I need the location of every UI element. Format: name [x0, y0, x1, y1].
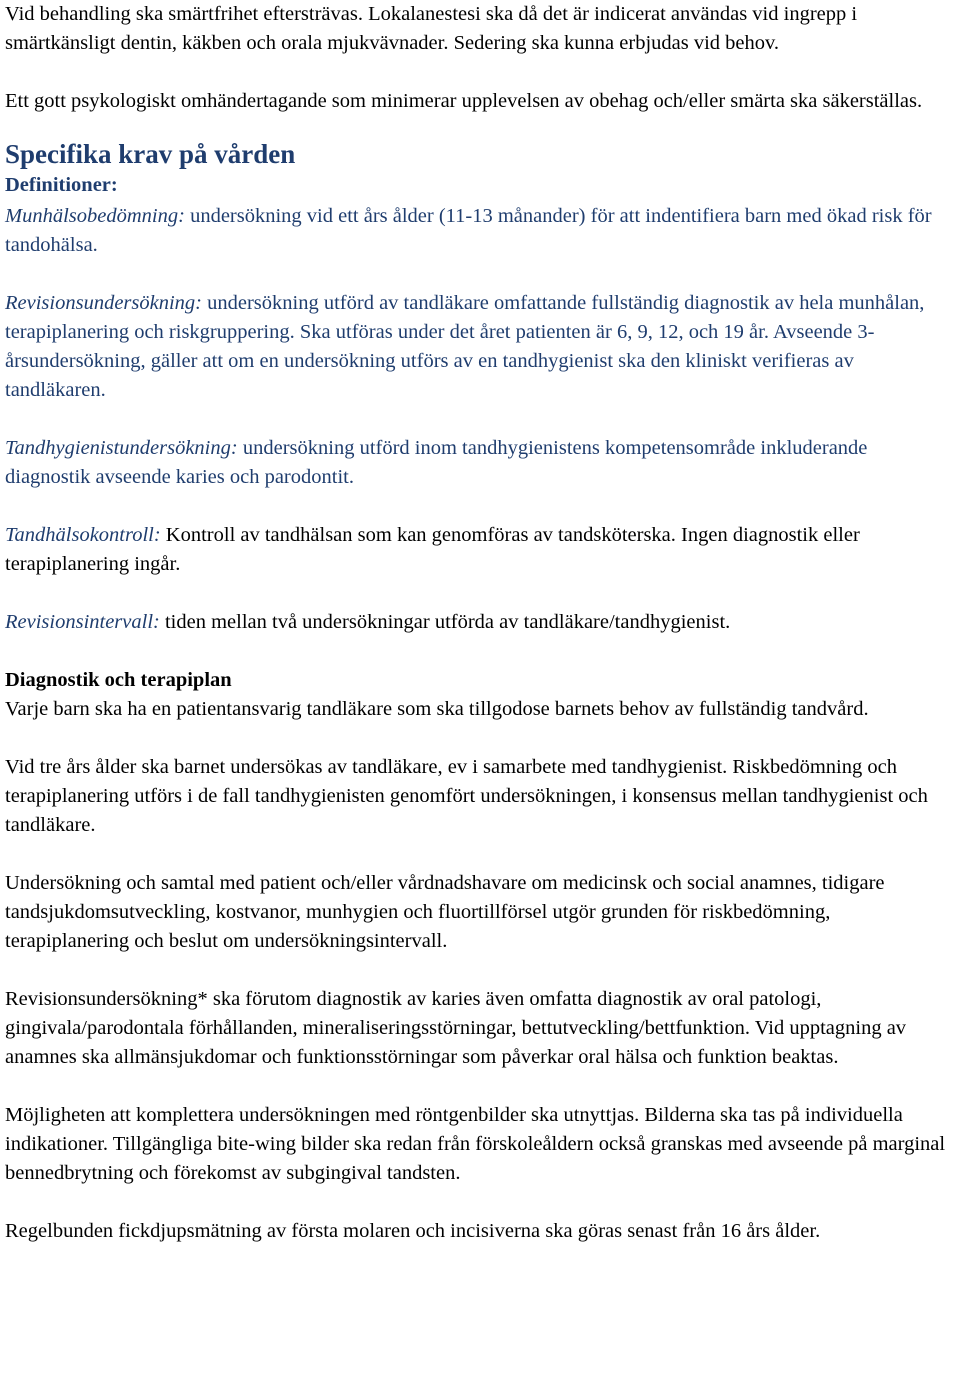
- definition-text: tiden mellan två undersökningar utförda av tandläkare/tandhygienist.: [159, 611, 731, 633]
- definition-revisionsundersokning: [5, 289, 955, 405]
- diagnostik-paragraph-4: Revisionsundersökning* ska förutom diagnostik av karies även omfatta diagnostik av oral patologi, gingivala/parodontala förhållanden, mineraliseringsstörningar, bettutveckling/bettfunktion. Vid upptagning av anamnes ska allmänsjukdomar och funktionsstörningar som påverkar oral hälsa och funktion beaktas.: [5, 988, 907, 1068]
- definition-text: undersökning utförd inom tandhygienistens kompetensområde inkluderande diagnostik avseende karies och parodontit.: [5, 437, 868, 488]
- definition-tandhygienistundersokning: [5, 434, 955, 492]
- diagnostik-paragraph-6: Regelbunden fickdjupsmätning av första molaren och incisiverna ska göras senast från 16 års ålder.: [5, 1220, 821, 1242]
- definition-revisionsintervall: [5, 608, 955, 637]
- diagnostik-paragraph-1: Varje barn ska ha en patientansvarig tandläkare som ska tillgodose barnets behov av fullständig tandvård.: [5, 698, 869, 720]
- definitions-heading: Definitioner:: [5, 174, 118, 196]
- definition-text: Avseende 3-årsundersökning, gäller att om en undersökning utförs av en tandhygienist ska den kliniskt verifieras av tandläkaren.: [5, 321, 875, 401]
- definition-term: Revisionsundersökning:: [5, 292, 202, 314]
- section-title: Specifika krav på vården: [5, 139, 296, 169]
- diagnostik-paragraph-2: Vid tre års ålder ska barnet undersökas av tandläkare, ev i samarbete med tandhygienist. Riskbedömning och terapiplanering utförs i de fall tandhygienisten genomfört undersökningen, i konsensus mellan tandhygienist och tandläkare.: [5, 756, 928, 836]
- diagnostik-paragraph-3: Undersökning och samtal med patient och/eller vårdnadshavare om medicinsk och social anamnes, tidigare tandsjukdomsutveckling, kostvanor, munhygien och fluortillförsel utgör grunden för riskbedömning, terapiplanering och beslut om undersökningsintervall.: [5, 872, 885, 952]
- definition-term: Revisionsintervall:: [5, 611, 160, 633]
- definition-term: Tandhälsokontroll:: [5, 524, 161, 546]
- definition-text: Kontroll av tandhälsan som kan genomföras av tandsköterska. Ingen diagnostik eller terapiplanering ingår.: [5, 524, 860, 575]
- definition-text: Ska utföras under det året patienten är 6, 9, 12, och 19 år.: [294, 321, 769, 343]
- intro-paragraph-1: Vid behandling ska smärtfrihet eftersträvas. Lokalanestesi ska då det är indicerat användas vid ingrepp i smärtkänsligt dentin, käkben och orala mjukvävnader. Sedering ska kunna erbjudas vid behov.: [5, 3, 858, 54]
- diagnostik-paragraph-5: Möjligheten att komplettera undersökningen med röntgenbilder ska utnyttjas. Bilderna ska tas på individuella indikationer. Tillgängliga bite-wing bilder ska redan från förskoleåldern också granskas med avseende på marginal bennedbrytning och förekomst av subgingival tandsten.: [5, 1104, 946, 1184]
- definition-text: undersökning vid ett års ålder (11-13 månander) för att indentifiera barn med ökad risk för tandohälsa.: [5, 205, 932, 256]
- definition-tandhalsokontroll: [5, 521, 955, 579]
- intro-paragraph-2: Ett gott psykologiskt omhändertagande som minimerar upplevelsen av obehag och/eller smärta ska säkerställas.: [5, 90, 923, 112]
- definition-munhalsobedomning: [5, 202, 955, 260]
- definition-term: Munhälsobedömning:: [5, 205, 185, 227]
- document-page: [5, 0, 955, 1246]
- definition-text: undersökning utförd av tandläkare omfattande fullständig diagnostik av hela munhålan, terapiplanering och riskgruppering.: [5, 292, 925, 343]
- definition-term: Tandhygienistundersökning:: [5, 437, 238, 459]
- diagnostik-heading: Diagnostik och terapiplan: [5, 669, 232, 691]
